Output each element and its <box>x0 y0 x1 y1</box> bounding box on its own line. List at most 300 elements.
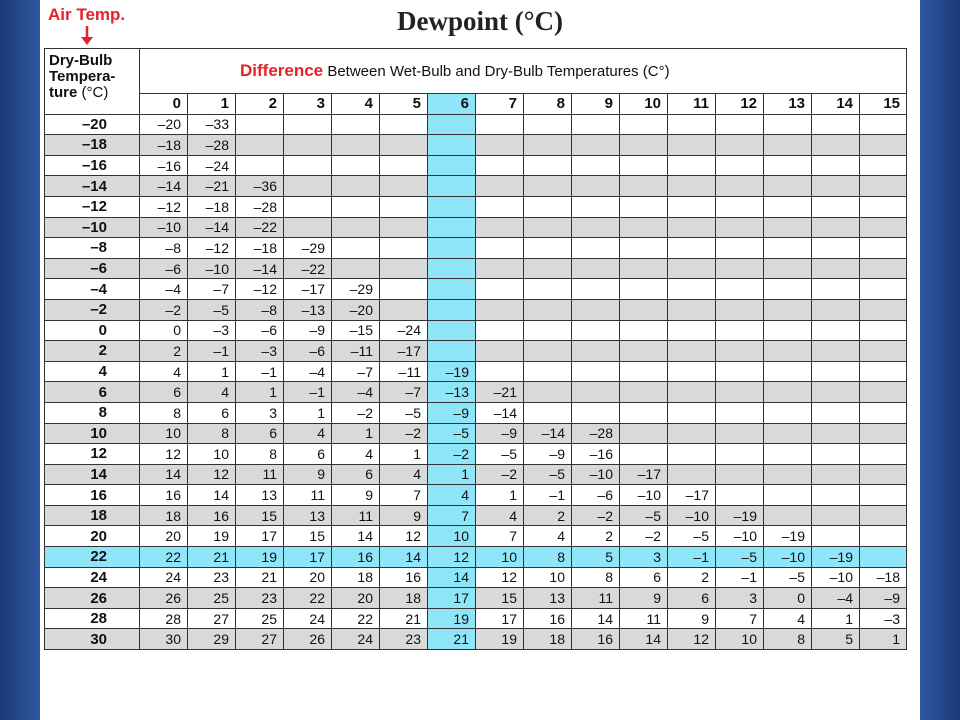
empty-cell <box>764 196 812 217</box>
dewpoint-value: –19 <box>812 547 860 568</box>
empty-cell <box>812 176 860 197</box>
dewpoint-value: –14 <box>476 402 524 423</box>
dewpoint-value: 20 <box>332 588 380 609</box>
dewpoint-value: –5 <box>620 505 668 526</box>
dewpoint-value: –10 <box>668 505 716 526</box>
dry-bulb-temperature: –18 <box>45 135 140 156</box>
empty-cell <box>764 135 812 156</box>
table-row <box>45 423 907 444</box>
dewpoint-value: 22 <box>284 588 332 609</box>
difference-word: Difference <box>240 61 324 80</box>
empty-cell <box>812 196 860 217</box>
dewpoint-value: –3 <box>860 608 907 629</box>
empty-cell <box>476 320 524 341</box>
dewpoint-value: 1 <box>476 485 524 506</box>
empty-cell <box>668 464 716 485</box>
dewpoint-value: –15 <box>332 320 380 341</box>
empty-cell <box>668 341 716 362</box>
empty-cell <box>716 485 764 506</box>
dry-bulb-temperature: 14 <box>45 464 140 485</box>
dewpoint-value: 25 <box>236 608 284 629</box>
table-row <box>45 341 907 362</box>
column-header: 10 <box>620 94 668 115</box>
empty-cell <box>716 114 764 135</box>
dewpoint-value: 9 <box>284 464 332 485</box>
dewpoint-value: 3 <box>620 547 668 568</box>
empty-cell <box>860 196 907 217</box>
empty-cell <box>332 238 380 259</box>
dewpoint-value: –17 <box>668 485 716 506</box>
dry-bulb-temperature: –6 <box>45 258 140 279</box>
empty-cell <box>716 196 764 217</box>
dewpoint-value: –13 <box>428 382 476 403</box>
dewpoint-value: –9 <box>428 402 476 423</box>
dewpoint-value: 1 <box>380 444 428 465</box>
dewpoint-value: –10 <box>716 526 764 547</box>
empty-cell <box>668 361 716 382</box>
empty-cell <box>572 258 620 279</box>
dewpoint-value: 29 <box>188 629 236 650</box>
table-row <box>45 361 907 382</box>
dewpoint-value: –19 <box>764 526 812 547</box>
dewpoint-value: 4 <box>284 423 332 444</box>
table-row <box>45 588 907 609</box>
empty-cell <box>620 196 668 217</box>
empty-cell <box>524 402 572 423</box>
dewpoint-value: –1 <box>188 341 236 362</box>
dewpoint-value: 24 <box>284 608 332 629</box>
dewpoint-value: –16 <box>140 155 188 176</box>
empty-cell <box>764 279 812 300</box>
dewpoint-value: 18 <box>140 505 188 526</box>
empty-cell <box>812 464 860 485</box>
empty-cell <box>812 505 860 526</box>
column-header: 6 <box>428 94 476 115</box>
empty-cell <box>332 114 380 135</box>
empty-cell <box>860 464 907 485</box>
dewpoint-value: –17 <box>380 341 428 362</box>
empty-cell <box>380 155 428 176</box>
empty-cell <box>524 299 572 320</box>
dewpoint-value: 22 <box>332 608 380 629</box>
dewpoint-value: –2 <box>140 299 188 320</box>
empty-cell <box>860 341 907 362</box>
dewpoint-value: 14 <box>332 526 380 547</box>
table-row <box>45 238 907 259</box>
empty-cell <box>620 423 668 444</box>
empty-cell <box>572 382 620 403</box>
dewpoint-value: –7 <box>332 361 380 382</box>
dewpoint-value: 2 <box>524 505 572 526</box>
empty-cell <box>716 361 764 382</box>
dewpoint-value: –10 <box>572 464 620 485</box>
dewpoint-value: 19 <box>428 608 476 629</box>
empty-cell <box>668 135 716 156</box>
dry-bulb-header-line2: Tempera- <box>49 68 116 85</box>
table-row <box>45 485 907 506</box>
dewpoint-value: 9 <box>668 608 716 629</box>
empty-cell <box>572 176 620 197</box>
dewpoint-value: –14 <box>188 217 236 238</box>
empty-cell <box>236 114 284 135</box>
dry-bulb-temperature: 16 <box>45 485 140 506</box>
empty-cell <box>284 196 332 217</box>
empty-cell <box>524 238 572 259</box>
empty-cell <box>716 402 764 423</box>
difference-description: Between Wet-Bulb and Dry-Bulb Temperatures (C°) <box>327 63 670 80</box>
empty-cell <box>476 238 524 259</box>
empty-cell <box>524 176 572 197</box>
empty-cell <box>860 114 907 135</box>
empty-cell <box>716 341 764 362</box>
empty-cell <box>524 279 572 300</box>
empty-cell <box>716 155 764 176</box>
dewpoint-value: –17 <box>620 464 668 485</box>
empty-cell <box>380 238 428 259</box>
dewpoint-value: 10 <box>428 526 476 547</box>
dewpoint-value: –29 <box>284 238 332 259</box>
empty-cell <box>284 217 332 238</box>
empty-cell <box>380 217 428 238</box>
empty-cell <box>764 258 812 279</box>
empty-cell <box>812 299 860 320</box>
dry-bulb-temperature: 8 <box>45 402 140 423</box>
dewpoint-value: –1 <box>284 382 332 403</box>
dewpoint-value: –9 <box>476 423 524 444</box>
empty-cell <box>524 320 572 341</box>
dry-bulb-temperature: –14 <box>45 176 140 197</box>
empty-cell <box>284 114 332 135</box>
dewpoint-value: 11 <box>572 588 620 609</box>
dry-bulb-temperature: 6 <box>45 382 140 403</box>
empty-cell <box>860 279 907 300</box>
empty-cell <box>476 176 524 197</box>
dry-bulb-header-line3 <box>49 85 133 101</box>
dewpoint-value: –1 <box>236 361 284 382</box>
dewpoint-value: –18 <box>236 238 284 259</box>
empty-cell <box>620 217 668 238</box>
dewpoint-value: 13 <box>284 505 332 526</box>
empty-cell <box>620 299 668 320</box>
table-row <box>45 567 907 588</box>
table-row <box>45 196 907 217</box>
dewpoint-value: 21 <box>188 547 236 568</box>
empty-cell <box>812 485 860 506</box>
dewpoint-value: 18 <box>524 629 572 650</box>
dry-bulb-header-line1: Dry-Bulb <box>49 52 113 69</box>
dewpoint-value: –10 <box>812 567 860 588</box>
dewpoint-value: 0 <box>140 320 188 341</box>
dewpoint-value: 6 <box>188 402 236 423</box>
empty-cell <box>860 526 907 547</box>
dewpoint-value: –28 <box>236 196 284 217</box>
dewpoint-value: 14 <box>620 629 668 650</box>
dewpoint-value: –6 <box>140 258 188 279</box>
dry-bulb-temperature: 12 <box>45 444 140 465</box>
empty-cell <box>764 155 812 176</box>
empty-cell <box>572 114 620 135</box>
empty-cell <box>812 444 860 465</box>
dry-bulb-temperature: –20 <box>45 114 140 135</box>
column-header: 3 <box>284 94 332 115</box>
dewpoint-value: –4 <box>332 382 380 403</box>
dry-bulb-temperature: 18 <box>45 505 140 526</box>
dewpoint-value: –11 <box>380 361 428 382</box>
dewpoint-value: 6 <box>236 423 284 444</box>
empty-cell <box>716 176 764 197</box>
dewpoint-value: 8 <box>524 547 572 568</box>
dry-bulb-temperature: –12 <box>45 196 140 217</box>
dewpoint-value: 1 <box>284 402 332 423</box>
empty-cell <box>668 279 716 300</box>
column-header: 0 <box>140 94 188 115</box>
empty-cell <box>572 196 620 217</box>
dewpoint-value: 14 <box>572 608 620 629</box>
empty-cell <box>764 176 812 197</box>
dewpoint-value: 16 <box>188 505 236 526</box>
dewpoint-value: 20 <box>140 526 188 547</box>
empty-cell <box>476 279 524 300</box>
empty-cell <box>764 423 812 444</box>
dewpoint-value: 28 <box>140 608 188 629</box>
dewpoint-value: 12 <box>188 464 236 485</box>
dewpoint-value: –14 <box>236 258 284 279</box>
empty-cell <box>524 382 572 403</box>
empty-cell <box>428 341 476 362</box>
column-header: 2 <box>236 94 284 115</box>
empty-cell <box>428 320 476 341</box>
empty-cell <box>668 155 716 176</box>
dewpoint-value: 9 <box>380 505 428 526</box>
column-header-row <box>45 94 907 115</box>
empty-cell <box>620 279 668 300</box>
empty-cell <box>476 361 524 382</box>
dry-bulb-temperature: 24 <box>45 567 140 588</box>
empty-cell <box>764 382 812 403</box>
dewpoint-value: 12 <box>476 567 524 588</box>
dewpoint-value: –33 <box>188 114 236 135</box>
dewpoint-value: –29 <box>332 279 380 300</box>
dewpoint-value: –5 <box>380 402 428 423</box>
dewpoint-value: 1 <box>332 423 380 444</box>
empty-cell <box>380 196 428 217</box>
dewpoint-value: 27 <box>236 629 284 650</box>
empty-cell <box>236 135 284 156</box>
dry-bulb-temperature: –10 <box>45 217 140 238</box>
table-row <box>45 320 907 341</box>
column-header: 15 <box>860 94 907 115</box>
table-row <box>45 608 907 629</box>
empty-cell <box>380 258 428 279</box>
table-row <box>45 114 907 135</box>
empty-cell <box>812 341 860 362</box>
dewpoint-value: –10 <box>140 217 188 238</box>
column-header: 12 <box>716 94 764 115</box>
dewpoint-value: 10 <box>140 423 188 444</box>
dewpoint-value: –5 <box>524 464 572 485</box>
empty-cell <box>860 361 907 382</box>
dry-bulb-temperature: –4 <box>45 279 140 300</box>
dewpoint-value: 3 <box>716 588 764 609</box>
dewpoint-value: –6 <box>284 341 332 362</box>
empty-cell <box>476 341 524 362</box>
dewpoint-value: 19 <box>476 629 524 650</box>
empty-cell <box>332 217 380 238</box>
empty-cell <box>860 238 907 259</box>
dewpoint-value: 15 <box>476 588 524 609</box>
dry-bulb-temperature: 10 <box>45 423 140 444</box>
empty-cell <box>332 176 380 197</box>
dewpoint-value: 19 <box>236 547 284 568</box>
empty-cell <box>764 320 812 341</box>
column-header: 7 <box>476 94 524 115</box>
empty-cell <box>812 217 860 238</box>
dewpoint-value: 17 <box>476 608 524 629</box>
empty-cell <box>860 444 907 465</box>
empty-cell <box>572 402 620 423</box>
dewpoint-value: 17 <box>284 547 332 568</box>
empty-cell <box>764 217 812 238</box>
dewpoint-value: –24 <box>188 155 236 176</box>
dewpoint-value: 20 <box>284 567 332 588</box>
column-header: 8 <box>524 94 572 115</box>
empty-cell <box>764 485 812 506</box>
table-row <box>45 279 907 300</box>
dewpoint-value: 26 <box>284 629 332 650</box>
dewpoint-value: –14 <box>140 176 188 197</box>
dewpoint-value: 12 <box>380 526 428 547</box>
table-body <box>45 114 907 649</box>
dry-bulb-temperature: 20 <box>45 526 140 547</box>
empty-cell <box>284 155 332 176</box>
dewpoint-value: –9 <box>860 588 907 609</box>
dewpoint-value: 7 <box>428 505 476 526</box>
empty-cell <box>764 402 812 423</box>
dewpoint-value: –2 <box>380 423 428 444</box>
empty-cell <box>476 258 524 279</box>
empty-cell <box>812 279 860 300</box>
dewpoint-value: –5 <box>764 567 812 588</box>
dewpoint-value: 11 <box>284 485 332 506</box>
empty-cell <box>668 382 716 403</box>
empty-cell <box>764 114 812 135</box>
table-row <box>45 505 907 526</box>
empty-cell <box>812 135 860 156</box>
dewpoint-value: –3 <box>188 320 236 341</box>
dewpoint-value: 4 <box>524 526 572 547</box>
dewpoint-value: 26 <box>140 588 188 609</box>
empty-cell <box>332 155 380 176</box>
dewpoint-value: 21 <box>428 629 476 650</box>
column-header: 5 <box>380 94 428 115</box>
empty-cell <box>716 238 764 259</box>
dewpoint-value: –12 <box>140 196 188 217</box>
dewpoint-value: –12 <box>236 279 284 300</box>
empty-cell <box>524 341 572 362</box>
dewpoint-value: 9 <box>332 485 380 506</box>
column-header: 4 <box>332 94 380 115</box>
empty-cell <box>812 402 860 423</box>
dewpoint-value: 16 <box>380 567 428 588</box>
dewpoint-value: –1 <box>668 547 716 568</box>
empty-cell <box>860 135 907 156</box>
dewpoint-value: 16 <box>524 608 572 629</box>
dewpoint-value: 21 <box>236 567 284 588</box>
empty-cell <box>524 258 572 279</box>
dewpoint-value: 8 <box>764 629 812 650</box>
empty-cell <box>668 176 716 197</box>
dewpoint-value: 6 <box>140 382 188 403</box>
dewpoint-value: –4 <box>284 361 332 382</box>
empty-cell <box>716 258 764 279</box>
dewpoint-value: 19 <box>188 526 236 547</box>
dewpoint-value: 4 <box>332 444 380 465</box>
empty-cell <box>572 217 620 238</box>
empty-cell <box>716 279 764 300</box>
dewpoint-value: 8 <box>572 567 620 588</box>
table-row <box>45 629 907 650</box>
dewpoint-value: –5 <box>188 299 236 320</box>
empty-cell <box>812 526 860 547</box>
empty-cell <box>524 196 572 217</box>
dewpoint-value: 6 <box>332 464 380 485</box>
empty-cell <box>572 279 620 300</box>
empty-cell <box>860 176 907 197</box>
dewpoint-value: 1 <box>236 382 284 403</box>
empty-cell <box>860 402 907 423</box>
empty-cell <box>668 217 716 238</box>
empty-cell <box>716 217 764 238</box>
dewpoint-value: –18 <box>188 196 236 217</box>
dewpoint-value: –4 <box>140 279 188 300</box>
dewpoint-value: –9 <box>284 320 332 341</box>
empty-cell <box>764 361 812 382</box>
dewpoint-value: –6 <box>236 320 284 341</box>
column-header: 1 <box>188 94 236 115</box>
empty-cell <box>380 299 428 320</box>
dry-bulb-temperature: 0 <box>45 320 140 341</box>
empty-cell <box>620 238 668 259</box>
dewpoint-value: 9 <box>620 588 668 609</box>
dry-bulb-header-unit: (°C) <box>81 84 109 101</box>
empty-cell <box>860 382 907 403</box>
empty-cell <box>668 114 716 135</box>
dewpoint-value: 23 <box>380 629 428 650</box>
dewpoint-value: –14 <box>524 423 572 444</box>
empty-cell <box>620 444 668 465</box>
empty-cell <box>860 258 907 279</box>
empty-cell <box>620 176 668 197</box>
dewpoint-value: 12 <box>428 547 476 568</box>
empty-cell <box>572 135 620 156</box>
empty-cell <box>428 135 476 156</box>
dewpoint-value: –21 <box>188 176 236 197</box>
difference-header <box>140 49 907 94</box>
empty-cell <box>812 114 860 135</box>
dewpoint-value: 27 <box>188 608 236 629</box>
dewpoint-value: –8 <box>140 238 188 259</box>
empty-cell <box>572 341 620 362</box>
dewpoint-value: 1 <box>812 608 860 629</box>
empty-cell <box>428 155 476 176</box>
dewpoint-value: 0 <box>764 588 812 609</box>
dewpoint-value: 1 <box>428 464 476 485</box>
dewpoint-value: 13 <box>236 485 284 506</box>
empty-cell <box>428 299 476 320</box>
dewpoint-value: –1 <box>524 485 572 506</box>
dewpoint-value: –21 <box>476 382 524 403</box>
empty-cell <box>716 135 764 156</box>
